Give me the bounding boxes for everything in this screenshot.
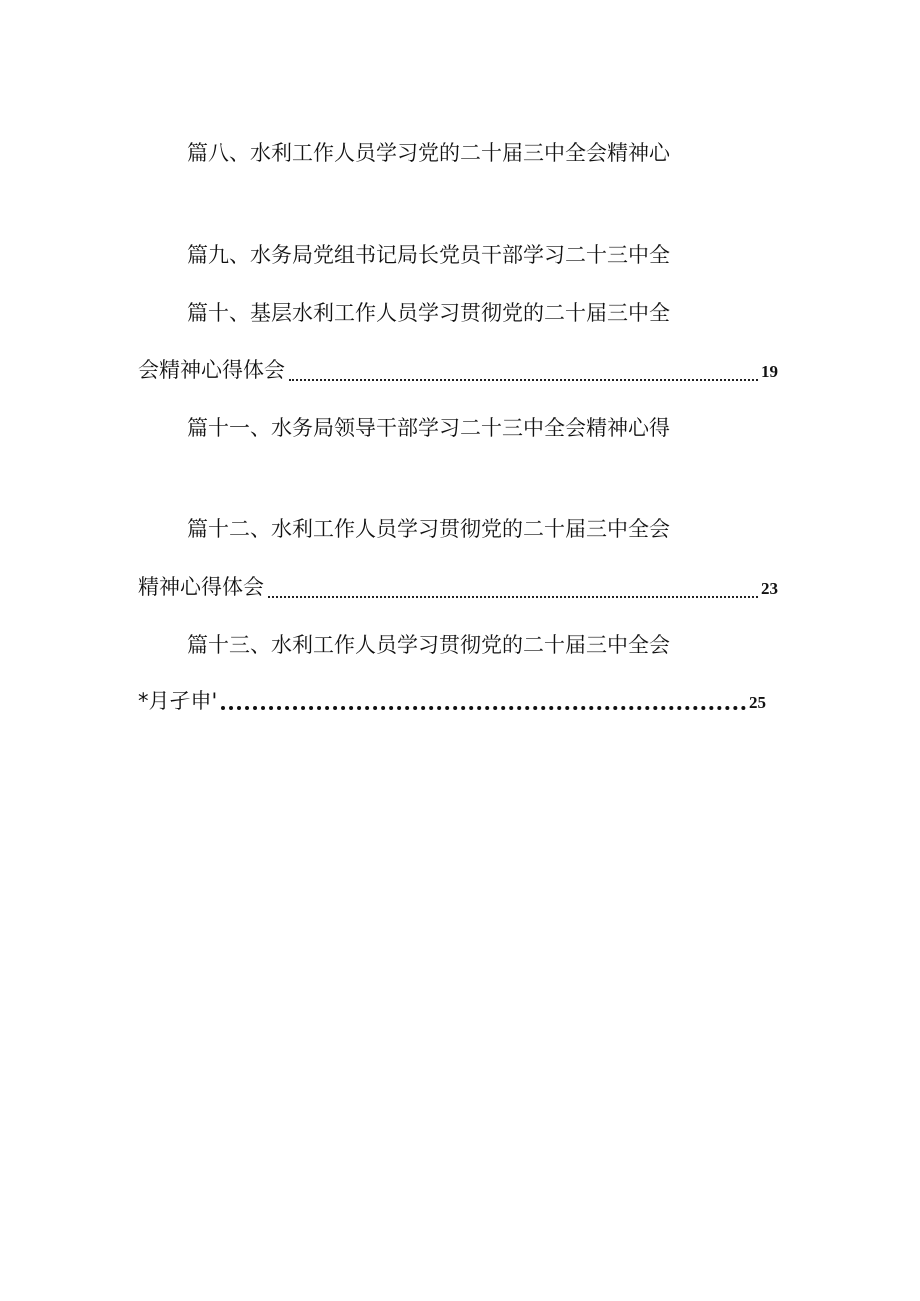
toc-entry-12-line-2: [138, 572, 778, 604]
toc-entry-13-line-1: 篇十三、水利工作人员学习贯彻党的二十届三中全会: [187, 633, 670, 657]
toc-entry-12-title: 精神心得体会: [138, 575, 264, 599]
toc-entry-10-title: 会精神心得体会: [138, 358, 285, 382]
page-number: 23: [761, 579, 778, 598]
toc-entry-12-line-1: 篇十二、水利工作人员学习贯彻党的二十届三中全会: [187, 517, 670, 541]
toc-entry-10-line-1: 篇十、基层水利工作人员学习贯彻党的二十届三中全: [187, 301, 670, 325]
toc-entry-11: 篇十一、水务局领导干部学习二十三中全会精神心得: [187, 416, 670, 440]
toc-entry-10-line-2: [138, 355, 778, 387]
page-number: 19: [761, 362, 778, 381]
toc-entry-9: 篇九、水务局党组书记局长党员干部学习二十三中全: [187, 243, 670, 267]
toc-entry-8: 篇八、水利工作人员学习党的二十届三中全会精神心: [187, 141, 670, 165]
page-number: 25: [749, 693, 766, 712]
dot-leader: [221, 706, 746, 710]
dot-leader: [268, 596, 758, 598]
toc-entry-13-line-2: [138, 686, 766, 718]
toc-entry-13-title: *月孑申': [138, 689, 218, 713]
dot-leader: [289, 379, 758, 381]
